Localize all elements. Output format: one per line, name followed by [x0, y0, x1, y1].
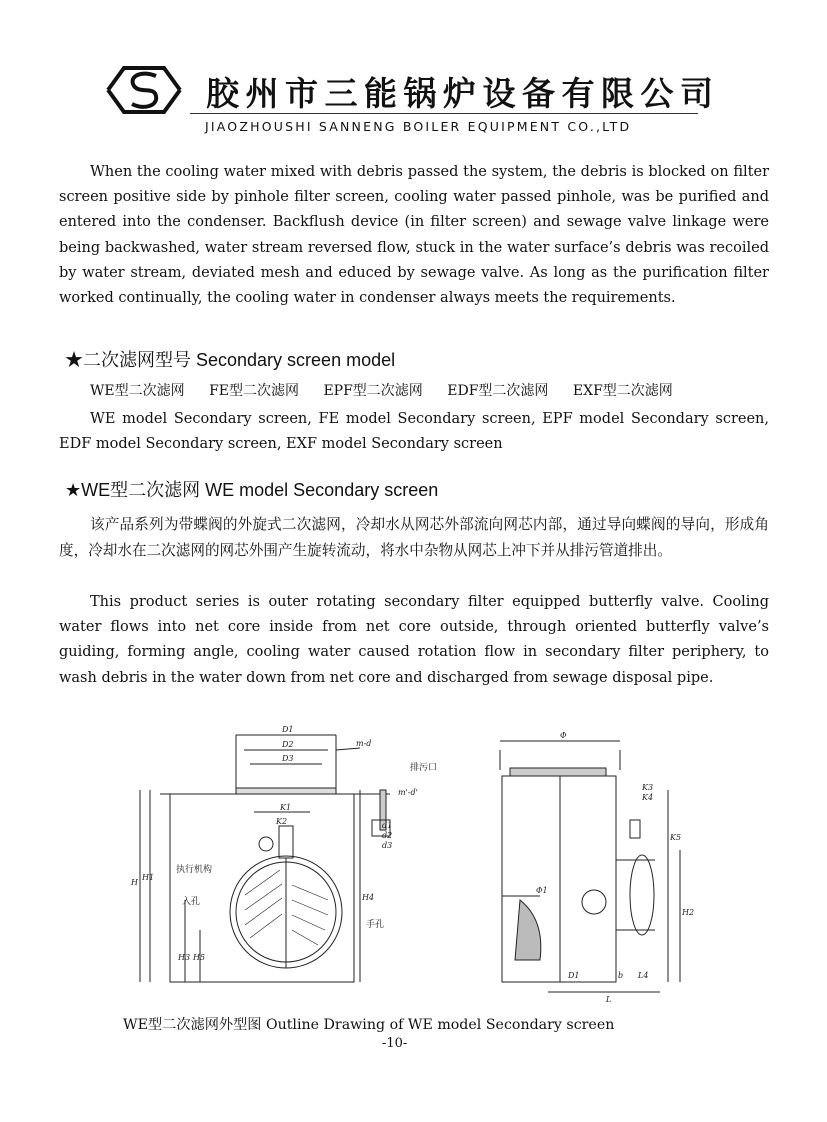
dim-label: K1 — [280, 803, 292, 812]
dim-label: D3 — [282, 754, 294, 763]
dim-label: m'-d' — [398, 788, 418, 797]
actuator-label: 执行机构 — [176, 865, 213, 875]
dim-label: K3 — [642, 783, 654, 792]
dim-label: Φ1 — [536, 886, 548, 895]
dim-label: H3 — [178, 953, 191, 962]
dim-label: H5 — [193, 953, 206, 962]
dim-label: K2 — [276, 817, 288, 826]
drain-port-label: 排污口 — [410, 763, 438, 773]
model-name: EDF型二次滤网 — [447, 383, 549, 399]
model-name: EXF型二次滤网 — [572, 383, 673, 399]
handhole-label: 手孔 — [366, 920, 385, 930]
company-name-en: JIAOZHOUSHI SANNENG BOILER EQUIPMENT CO.,LTD — [205, 119, 632, 134]
dim-label: D1 — [282, 725, 294, 734]
dim-label: m-d — [356, 739, 372, 748]
dim-label: K5 — [670, 833, 682, 842]
dim-label: D2 — [282, 740, 294, 749]
dim-label: d2 — [382, 831, 393, 840]
dim-label: d3 — [382, 841, 393, 850]
dim-label: H2 — [682, 908, 695, 917]
we-description-en: This product series is outer rotating secondary filter equipped butterfly valve. Cooling water flows into net core inside from net core outside, through oriented butterfly valve’s guiding, forming angle, cooling water caused rotation flow in secondary filter periphery, to wash debris in the water down from net core and discharged from sewage disposal pipe. — [59, 594, 769, 686]
model-list-en: WE model Secondary screen, FE model Secondary screen, EPF model Secondary screen, EDF model Secondary screen, EXF model Secondary screen — [59, 411, 769, 453]
dim-label: H — [131, 878, 138, 887]
page-number: -10- — [382, 1036, 408, 1051]
dim-label: L — [606, 995, 612, 1004]
dim-label: H4 — [362, 893, 375, 902]
company-name-cn: 胶州市三能锅炉设备有限公司 — [206, 74, 720, 113]
model-name: FE型二次滤网 — [209, 383, 299, 399]
section-heading-secondary-screen-model: ★二次滤网型号 Secondary screen model — [65, 350, 396, 370]
dim-label: Φ — [560, 731, 567, 740]
dim-label: H1 — [142, 873, 155, 882]
model-name: EPF型二次滤网 — [323, 383, 423, 399]
figure-caption: WE型二次滤网外型图 Outline Drawing of WE model Secondary screen — [123, 1017, 615, 1033]
manhole-label: 入孔 — [182, 897, 201, 907]
dim-label: K4 — [642, 793, 654, 802]
section-heading-we-model: ★WE型二次滤网 WE model Secondary screen — [65, 480, 439, 500]
intro-paragraph: When the cooling water mixed with debris passed the system, the debris is blocked on filter screen positive side by pinhole filter screen, cooling water passed pinhole, was be purified and entered into the condenser. Backflush device (in filter screen) and sewage valve linkage were being backwashed, water stream reversed flow, stuck in the water surface’s debris was recoiled by water stream, deviated mesh and educed by sewage valve. As long as the purification filter worked continually, the cooling water in condenser always meets the requirements. — [59, 164, 769, 307]
dim-label: D1 — [568, 971, 580, 980]
dim-label: L4 — [638, 971, 649, 980]
we-description-cn: 该产品系列为带蝶阀的外旋式二次滤网，冷却水从网芯外部流向网芯内部，通过导向蝶阀的导向，形成角度，冷却水在二次滤网的网芯外围产生旋转流动，将水中杂物从网芯上冲下并从排污管道排出。 — [59, 516, 769, 559]
model-name: WE型二次滤网 — [90, 383, 185, 399]
dim-label: d1 — [382, 821, 393, 830]
dim-label: b — [618, 971, 624, 980]
